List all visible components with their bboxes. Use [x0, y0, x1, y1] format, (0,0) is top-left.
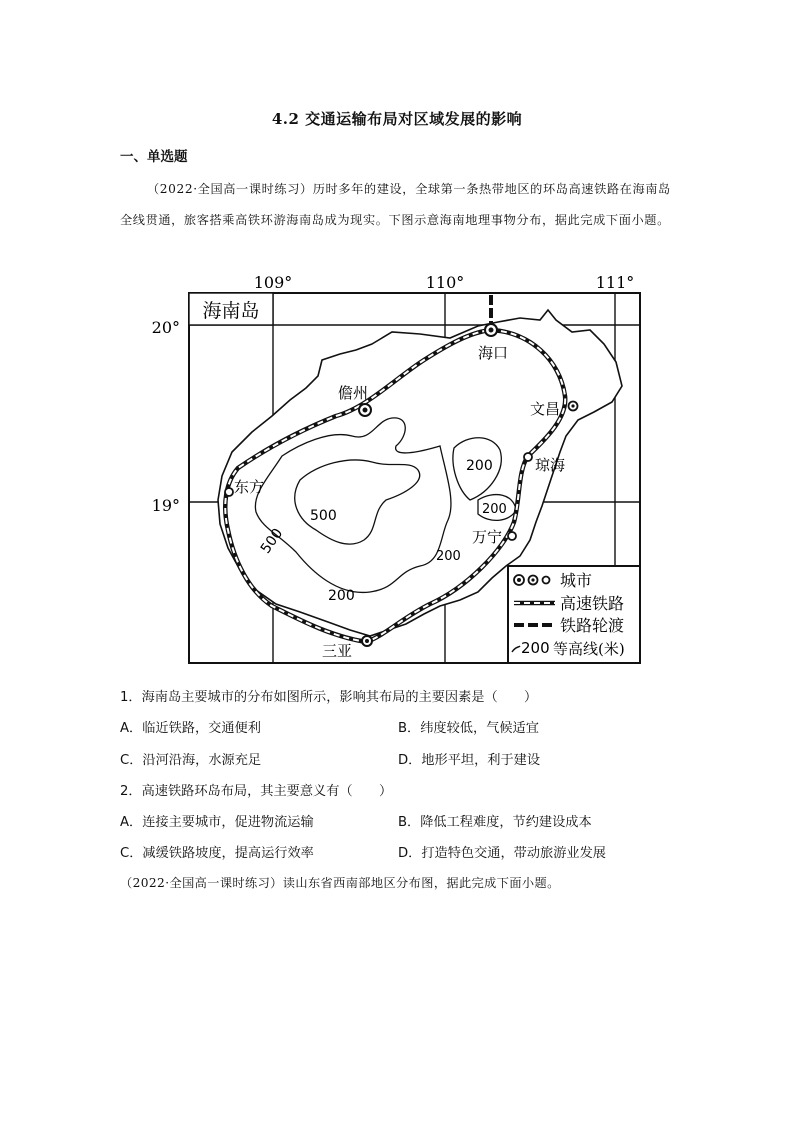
question-1-option-a[interactable]: A．临近铁路，交通便利: [120, 721, 261, 736]
question-2-option-b[interactable]: B．降低工程难度，节约建设成本: [398, 815, 592, 830]
legend-railway-label: 高速铁路: [560, 594, 625, 613]
city-label-dongfang: 东方: [234, 478, 265, 496]
city-marker-wanning: [508, 532, 516, 540]
city-marker-sanya: [362, 636, 372, 646]
page-title: 4.2 交通运输布局对区域发展的影响: [271, 110, 523, 128]
legend-city-symbols: [514, 575, 550, 585]
city-marker-haikou: [485, 324, 497, 336]
lat-label-20: 20°: [151, 318, 180, 337]
lon-label-109: 109°: [253, 273, 293, 292]
legend-ferry-label: 铁路轮渡: [560, 616, 625, 635]
question-1-option-d[interactable]: D．地形平坦，利于建设: [398, 753, 541, 768]
next-question-intro: （2022·全国高一课时练习）读山东省西南部地区分布图，据此完成下面小题。: [120, 876, 560, 890]
city-marker-wenchang: [569, 402, 578, 411]
section-heading: 一、单选题: [120, 149, 188, 165]
lat-label-19: 19°: [151, 496, 180, 515]
lon-label-111: 111°: [595, 273, 635, 292]
question-2-option-c[interactable]: C．减缓铁路坡度，提高运行效率: [120, 846, 314, 861]
city-marker-danzhou: [359, 404, 371, 416]
city-label-wenchang: 文昌: [530, 400, 561, 418]
question-2-stem: 2．高速铁路环岛布局，其主要意义有（ ）: [120, 784, 393, 799]
hainan-map: [150, 268, 650, 668]
city-label-qionghai: 琼海: [535, 456, 566, 474]
question-1-stem: 1．海南岛主要城市的分布如图所示，影响其布局的主要因素是（ ）: [120, 690, 538, 705]
contour-label: 200: [328, 588, 355, 604]
intro-paragraph: （2022·全国高一课时练习）历时多年的建设，全球第一条热带地区的环岛高速铁路在海南岛全线贯通，旅客搭乘高铁环游海南岛成为现实。下图示意海南地理事物分布，据此完成下面小题。: [120, 182, 671, 227]
city-label-danzhou: 儋州: [338, 384, 369, 402]
question-2-option-a[interactable]: A．连接主要城市，促进物流运输: [120, 815, 314, 830]
contour-label: 200: [482, 502, 507, 517]
contour-label: 500: [257, 525, 287, 557]
city-label-sanya: 三亚: [322, 642, 353, 660]
map-title: 海南岛: [202, 300, 260, 322]
question-2-option-d[interactable]: D．打造特色交通，带动旅游业发展: [398, 846, 606, 861]
legend-city-label: 城市: [560, 571, 593, 590]
contour-label: 200: [466, 458, 493, 474]
question-1-option-b[interactable]: B．纬度较低，气候适宜: [398, 721, 539, 736]
city-label-wanning: 万宁: [472, 528, 503, 546]
legend-contour-label: 等高线(米): [553, 640, 625, 658]
contour-label: 200: [436, 549, 461, 564]
question-1-option-c[interactable]: C．沿河沿海，水源充足: [120, 753, 262, 768]
legend-contour-sample: 200: [521, 639, 550, 657]
contour-label: 500: [310, 508, 337, 524]
lon-label-110: 110°: [425, 273, 465, 292]
city-label-haikou: 海口: [478, 344, 509, 362]
city-marker-qionghai: [524, 453, 532, 461]
city-marker-dongfang: [225, 488, 233, 496]
